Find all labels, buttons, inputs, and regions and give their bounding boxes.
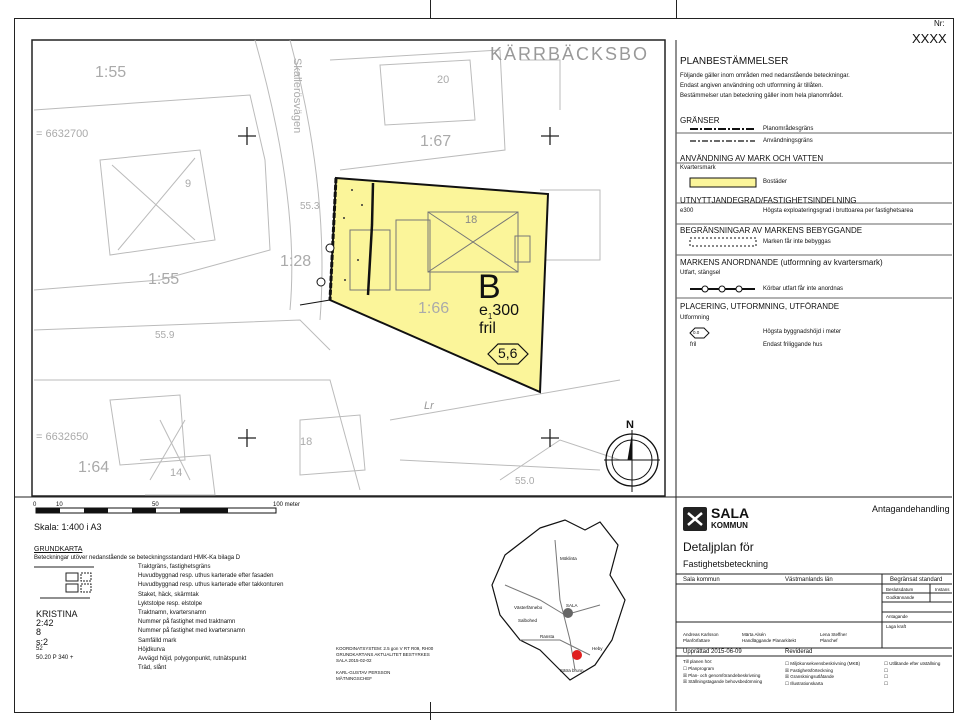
spot-height: 55.0	[515, 476, 535, 487]
planbest-title: PLANBESTÄMMELSER	[680, 56, 789, 67]
legend-label: Bostäder	[763, 179, 788, 185]
grundkarta-label: Lyktstolpe resp. elstolpe	[138, 600, 203, 607]
grundkarta-label: Avvägd höjd, polygonpunkt, rutnätspunkt	[138, 656, 247, 662]
kommun: Sala kommun	[683, 577, 720, 583]
attachment-item: ☒ Ställningstagande behovsbedömning	[683, 679, 763, 684]
person-name: Andreas Karlsson	[683, 632, 719, 637]
legend-label: Utfart, stängsel	[680, 270, 721, 276]
planbest-intro: Följande gäller inom områden med nedanstående beteckningar.	[680, 73, 850, 79]
grundkarta-label: Huvudbyggnad resp. uthus karterade efter takkonturen	[138, 582, 284, 589]
table-row-label: Antagande	[886, 614, 908, 619]
spot-height: 55.3	[300, 201, 320, 212]
overview-label: Heby	[592, 646, 603, 651]
north-arrow	[604, 430, 660, 492]
scale-bar	[36, 508, 276, 513]
reviderad: Reviderad	[785, 649, 813, 655]
koordinat-text: SALA 2015-02-02	[336, 658, 372, 663]
attachment-item: ☒ Fastighetsförteckning	[785, 667, 834, 673]
scale-tick: 100 meter	[273, 502, 301, 508]
sala-logo-icon	[683, 507, 707, 531]
parcel-label: 1:64	[78, 459, 110, 476]
attachment-item: ☒ Plan- och genomförandebeskrivning	[683, 672, 761, 678]
attachment-item: ☐	[884, 667, 889, 673]
lan: Västmanlands län	[785, 577, 833, 583]
overview-label: Västerfärnebo	[514, 605, 543, 610]
section-begransningar: BEGRÄNSNINGAR AV MARKENS BEBYGGANDE	[680, 226, 863, 235]
koordinat-text: KOORDINATSYSTEM: 2.5 gon V RT R09, RH00	[336, 646, 434, 651]
parcel-label: 1:55	[148, 271, 180, 288]
legend-label: Marken får inte bebyggas	[763, 239, 831, 245]
sheet-number-label: Nr:	[934, 19, 945, 28]
grundkarta-symbol: 2:42	[36, 618, 54, 629]
logo-subtext: KOMMUN	[711, 521, 748, 530]
exit-symbol	[317, 278, 325, 286]
overview-label: Ransta	[540, 634, 555, 639]
grundkarta-symbol: KRISTINA	[36, 609, 78, 619]
grundkarta-label: Nummer på fastighet med traktnamn	[138, 619, 236, 626]
zone-exploitation: $e_1300$	[479, 302, 520, 322]
parcel-label: 1:67	[420, 133, 452, 150]
status-label: Antagandehandling	[872, 504, 950, 514]
overview-label: Salbohed	[518, 618, 538, 623]
legend-label: Användningsgräns	[763, 138, 813, 144]
legend-label: Kvartersmark	[680, 165, 716, 171]
legend-label: Högsta byggnadshöjd i meter	[763, 329, 842, 335]
grundkarta-label: Höjdkurva	[138, 646, 166, 653]
sheet-number: XXXX	[912, 31, 947, 46]
attachments-heading: Till planen hör:	[683, 659, 713, 664]
attachment-item: ☐ Utlåtande efter utställning	[884, 661, 941, 666]
grundkarta-label: Huvudbyggnad resp. uthus karterade efter fasaden	[138, 573, 274, 580]
upprattad: Upprättad 2015-06-09	[683, 649, 742, 655]
section-anvandning: ANVÄNDNING AV MARK OCH VATTEN	[680, 154, 824, 163]
person-role: Handläggande Planarkitekt	[742, 638, 797, 643]
zone-fril: fril	[479, 320, 496, 337]
north-label: N	[626, 419, 634, 431]
grundkarta-subtitle: Beteckningar utöver nedanstående se beteckningsstandard HMK-Ka bilaga D	[34, 555, 241, 561]
parcel-label: 1:55	[95, 64, 127, 81]
section-utnyttjande: UTNYTTJANDEGRAD/FASTIGHETSINDELNING	[680, 196, 857, 205]
scale-tick: 10	[56, 502, 63, 508]
section-granser: GRÄNSER	[680, 116, 720, 125]
table-header: Beslutsdatum	[886, 587, 914, 592]
signer-text: MÄTNINGSCHEF	[336, 676, 372, 681]
scale-tick: 0	[33, 502, 37, 508]
table-header: Instans	[935, 587, 950, 592]
overview-label: Sätra brunn	[560, 668, 584, 673]
grundkarta-label: Traktgräns, fastighetsgräns	[138, 564, 211, 570]
legend-symbol-fril: fril	[690, 342, 697, 348]
location-marker	[572, 650, 582, 660]
section-placering: PLACERING, UTFORMNING, UTFÖRANDE	[680, 302, 840, 311]
zone-letter: B	[478, 268, 501, 306]
street-name: KÄRRBÄCKSBO	[490, 44, 650, 64]
grundkarta-label: Nummer på fastighet med kvartersnamn	[138, 628, 246, 635]
grundkarta-symbol: 8	[36, 627, 42, 638]
grundkarta-symbol: 52	[36, 645, 43, 652]
plan-title: Detaljplan för	[683, 540, 754, 554]
grundkarta-symbol: s:2	[36, 636, 49, 647]
grundkarta-symbol: 50.20 P 340 +	[36, 655, 74, 661]
table-row-label: Laga kraft	[886, 624, 907, 629]
attachment-item: ☐ Illustrationskarta	[785, 680, 824, 686]
legend-label: Utformning	[680, 315, 710, 321]
lr-label: Lr	[424, 400, 434, 412]
overview-label: Möklinta	[560, 556, 577, 561]
grundkarta-title: GRUNDKARTA	[34, 546, 83, 553]
legend-symbol-e300: e300	[680, 208, 694, 214]
person-role: Planchef	[820, 638, 838, 643]
grundkarta-label: Staket, häck, skärmtak	[138, 591, 199, 598]
person-name: Märta Alsén	[742, 632, 766, 637]
zone-height: 5,6	[498, 345, 518, 361]
legend-label: Körbar utfart får inte anordnas	[763, 286, 844, 292]
grundkarta-symbols	[34, 567, 94, 598]
attachment-item: ☐ Planprogram	[683, 666, 715, 671]
road-name: Skallerösvägen	[291, 58, 303, 134]
person-role: Planförfattare	[683, 638, 711, 643]
grundkarta-label: Träd, slånt	[138, 665, 167, 672]
procedure: Begränsat standard	[890, 577, 943, 583]
coord-label: = 6632650	[36, 431, 89, 443]
attachment-item: ☐ Miljökonsekvensbeskrivning (MKB)	[785, 661, 861, 666]
parcel-label: 1:28	[280, 253, 312, 270]
grundkarta-label: Traktnamn, kvartersnamn	[138, 610, 207, 616]
overview-label: SALA	[566, 603, 578, 608]
legend-label: Endast friliggande hus	[763, 342, 823, 348]
legend-label: Planområdesgräns	[763, 126, 814, 132]
property-number: 9	[185, 178, 192, 190]
exit-symbol	[326, 244, 334, 252]
legend-symbol-height: 0.0	[693, 330, 700, 335]
spot-height: 55.9	[155, 330, 175, 341]
planbest-intro: Endast angiven användning och utformning är tillåten.	[680, 83, 824, 89]
legend-label: Högsta exploateringsgrad i bruttoarea per fastighetsarea	[763, 208, 914, 214]
grundkarta-label: Samfälld mark	[138, 637, 177, 644]
scale-text: Skala: 1:400 i A3	[34, 522, 102, 532]
parcel-label: 1:66	[418, 300, 450, 317]
attachment-item: ☒ Granskningsutlåtande	[785, 674, 835, 679]
signer-text: KARL-GUSTAV PERSSON	[336, 670, 391, 675]
attachment-item: ☐	[884, 674, 889, 679]
attachment-item: ☐	[884, 680, 889, 686]
planbest-intro: Bestämmelser utan beteckning gäller inom hela planområdet.	[680, 93, 844, 99]
property-number: 18	[300, 436, 313, 448]
scale-tick: 50	[152, 502, 159, 508]
koordinat-text: GRUNDKARTANS AKTUALITET BESTYRKES	[336, 652, 430, 657]
logo-text: SALA	[711, 505, 750, 521]
property-number: 20	[437, 74, 450, 86]
property-number: 14	[170, 467, 183, 479]
overview-map	[492, 520, 625, 680]
plan-subtitle: Fastighetsbeteckning	[683, 559, 769, 569]
person-name: Lena Steffner	[820, 632, 847, 637]
section-anordnande: MARKENS ANORDNANDE (utformning av kvartersmark)	[680, 258, 883, 267]
property-number: 18	[465, 214, 478, 226]
table-row-label: Godkännande	[886, 595, 915, 600]
coord-label: = 6632700	[36, 128, 89, 140]
